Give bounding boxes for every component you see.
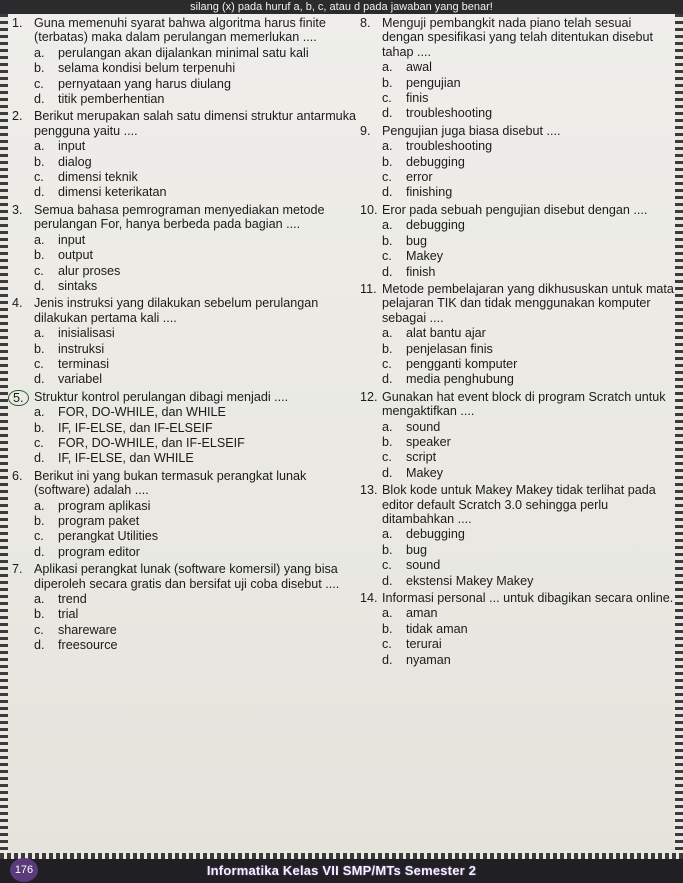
answer-option[interactable] (34, 514, 357, 528)
question-stem: Guna memenuhi syarat bahwa algoritma harus finite (terbatas) maka dalam perulangan memerlukan .... (34, 16, 326, 45)
option-letter: a. (382, 218, 393, 233)
question-item (12, 109, 357, 199)
option-text: alat bantu ajar (406, 326, 486, 341)
question-number: 13. (360, 483, 378, 498)
option-text: perulangan akan dijalankan minimal satu kali (58, 45, 309, 60)
option-text: sintaks (58, 278, 98, 293)
answer-option[interactable] (382, 606, 675, 620)
answer-option[interactable] (34, 607, 357, 621)
answer-option[interactable] (382, 543, 675, 557)
question-number: 9. (360, 123, 371, 138)
question-number: 3. (12, 202, 23, 217)
question-item (12, 562, 357, 652)
option-letter: c. (34, 76, 44, 91)
question-item (12, 16, 357, 106)
option-letter: b. (382, 341, 393, 356)
answer-option[interactable] (34, 592, 357, 606)
question-stem: Pengujian juga biasa disebut .... (382, 123, 561, 138)
left-question-column (12, 16, 357, 656)
answer-option[interactable] (382, 76, 675, 90)
option-letter: c. (382, 558, 392, 573)
question-number: 10. (360, 202, 378, 217)
question-item (12, 390, 357, 466)
question-stem: Informasi personal ... untuk dibagikan secara online. (382, 591, 674, 606)
answer-option[interactable] (382, 265, 675, 279)
answer-option[interactable] (382, 155, 675, 169)
option-text: input (58, 232, 86, 247)
option-letter: b. (382, 542, 393, 557)
left-binding-edge (0, 14, 8, 859)
option-letter: a. (34, 232, 45, 247)
answer-option[interactable] (382, 637, 675, 651)
question-number: 12. (360, 389, 378, 404)
option-text: debugging (406, 154, 465, 169)
option-text: FOR, DO-WHILE, dan WHILE (58, 405, 226, 420)
option-text: instruksi (58, 341, 105, 356)
option-letter: a. (34, 498, 45, 513)
question-stem: Semua bahasa pemrograman menyediakan metode perulangan For, hanya berbeda pada bagian .... (34, 202, 325, 232)
answer-option[interactable] (382, 622, 675, 636)
answer-option[interactable] (382, 326, 675, 340)
question-item (360, 203, 675, 279)
option-letter: c. (34, 263, 44, 278)
option-letter: b. (34, 248, 45, 263)
option-text: program aplikasi (58, 498, 151, 513)
option-text: tidak aman (406, 621, 468, 636)
option-text: titik pemberhentian (58, 92, 165, 107)
option-letter: d. (34, 638, 45, 653)
option-letter: d. (34, 372, 45, 387)
answer-option[interactable] (382, 435, 675, 449)
answer-option[interactable] (34, 623, 357, 637)
option-letter: b. (382, 621, 393, 636)
option-text: sound (406, 419, 441, 434)
option-text: program paket (58, 514, 140, 528)
option-text: IF, IF-ELSE, dan WHILE (58, 451, 194, 466)
question-number: 8. (360, 16, 371, 30)
option-letter: b. (34, 154, 45, 169)
question-stem: Eror pada sebuah pengujian disebut dengan .... (382, 202, 648, 217)
option-letter: b. (382, 75, 393, 90)
answer-option[interactable] (34, 170, 357, 184)
option-text: finishing (406, 185, 453, 200)
option-text: terurai (406, 637, 442, 652)
question-stem: Jenis instruksi yang dilakukan sebelum perulangan dilakukan pertama kali .... (34, 296, 319, 325)
answer-option[interactable] (382, 106, 675, 120)
option-letter: d. (34, 544, 45, 559)
answer-option[interactable] (34, 342, 357, 356)
option-text: media penghubung (406, 372, 514, 387)
question-number: 11. (360, 281, 377, 296)
option-letter: d. (34, 185, 45, 200)
option-text: IF, IF-ELSE, dan IF-ELSEIF (58, 420, 213, 435)
option-letter: c. (34, 529, 44, 544)
answer-option[interactable] (382, 653, 675, 667)
option-text: dimensi keterikatan (58, 185, 167, 200)
question-stem: Menguji pembangkit nada piano telah sesuai dengan spesifikasi yang telah ditentukan disebut tahap .... (382, 16, 653, 59)
option-text: Makey (406, 249, 444, 264)
answer-option[interactable] (34, 46, 357, 60)
option-letter: a. (382, 606, 393, 621)
answer-option[interactable] (34, 185, 357, 199)
option-text: input (58, 139, 86, 154)
option-text: dialog (58, 154, 92, 169)
answer-option[interactable] (34, 436, 357, 450)
answer-option[interactable] (34, 61, 357, 75)
question-item (12, 296, 357, 386)
option-text: selama kondisi belum terpenuhi (58, 61, 236, 76)
question-item (360, 591, 675, 667)
option-text: terminasi (58, 356, 110, 371)
option-text: program editor (58, 544, 140, 559)
answer-option[interactable] (382, 420, 675, 434)
question-stem: Struktur kontrol perulangan dibagi menjadi .... (34, 389, 289, 404)
option-letter: b. (34, 341, 45, 356)
option-letter: d. (382, 652, 393, 667)
book-title: Informatika Kelas VII SMP/MTs Semester 2 (206, 863, 477, 878)
option-letter: b. (34, 61, 45, 76)
question-number: 7. (12, 562, 23, 577)
answer-option[interactable] (382, 139, 675, 153)
question-item (12, 203, 357, 293)
option-letter: d. (382, 264, 393, 279)
option-text: shareware (58, 622, 117, 637)
option-letter: a. (382, 60, 393, 75)
answer-option[interactable] (34, 357, 357, 371)
option-text: finis (406, 91, 429, 106)
option-text: bug (406, 233, 428, 248)
option-letter: c. (382, 637, 392, 652)
option-letter: c. (34, 435, 44, 450)
question-stem: Blok kode untuk Makey Makey tidak terlihat pada editor default Scratch 3.0 sehingga perlu ditambahkan .... (382, 483, 656, 526)
option-letter: a. (382, 527, 393, 542)
question-item (360, 483, 675, 588)
option-letter: b. (34, 420, 45, 435)
option-text: speaker (406, 434, 451, 449)
option-letter: b. (34, 607, 45, 622)
option-letter: a. (382, 139, 393, 154)
option-letter: d. (382, 573, 393, 588)
answer-option[interactable] (382, 91, 675, 105)
option-letter: c. (382, 170, 392, 185)
option-letter: b. (34, 514, 45, 528)
option-letter: b. (382, 154, 393, 169)
answer-option[interactable] (382, 527, 675, 541)
answer-option[interactable] (382, 218, 675, 232)
answer-option[interactable] (382, 60, 675, 74)
option-letter: b. (382, 434, 393, 449)
option-letter: a. (34, 592, 45, 607)
option-text: awal (406, 60, 432, 75)
answer-option[interactable] (34, 638, 357, 652)
answer-option[interactable] (382, 450, 675, 464)
option-text: pengganti komputer (406, 356, 518, 371)
answer-option[interactable] (382, 234, 675, 248)
option-text: trial (58, 607, 79, 622)
question-item (12, 469, 357, 559)
question-stem: Berikut ini yang bukan termasuk perangkat lunak (software) adalah .... (34, 468, 307, 498)
page-number: 176 (10, 858, 38, 882)
option-letter: d. (34, 451, 45, 466)
option-letter: a. (382, 419, 393, 434)
answer-option[interactable] (382, 558, 675, 572)
option-letter: a. (34, 405, 45, 420)
question-number: 2. (12, 109, 23, 124)
answer-option[interactable] (382, 574, 675, 588)
option-text: nyaman (406, 652, 451, 667)
answer-option[interactable] (382, 342, 675, 356)
question-item (360, 390, 675, 480)
question-item (360, 124, 675, 200)
option-text: Makey (406, 465, 444, 480)
option-letter: c. (34, 622, 44, 637)
answer-option[interactable] (382, 185, 675, 199)
answer-option[interactable] (34, 264, 357, 278)
question-number: 6. (12, 468, 23, 483)
option-text: dimensi teknik (58, 170, 138, 185)
answer-option[interactable] (34, 451, 357, 465)
option-letter: c. (382, 249, 392, 264)
option-letter: d. (382, 185, 393, 200)
option-text: debugging (406, 218, 465, 233)
answer-option[interactable] (34, 279, 357, 293)
answer-option[interactable] (382, 249, 675, 263)
option-text: bug (406, 542, 428, 557)
answer-option[interactable] (34, 326, 357, 340)
option-text: finish (406, 264, 436, 279)
option-text: freesource (58, 638, 118, 653)
question-number: 14. (360, 591, 378, 606)
answer-option[interactable] (382, 357, 675, 371)
option-text: ekstensi Makey Makey (406, 573, 534, 588)
answer-option[interactable] (34, 421, 357, 435)
option-letter: a. (34, 45, 45, 60)
option-text: trend (58, 592, 87, 607)
option-letter: a. (382, 326, 393, 341)
answer-option[interactable] (34, 529, 357, 543)
option-text: alur proses (58, 263, 121, 278)
option-text: troubleshooting (406, 106, 493, 121)
option-text: inisialisasi (58, 326, 115, 341)
question-number: 1. (12, 16, 23, 30)
option-letter: c. (34, 170, 44, 185)
option-text: pengujian (406, 75, 461, 90)
option-text: aman (406, 606, 438, 621)
option-text: error (406, 170, 433, 185)
option-letter: c. (34, 356, 44, 371)
option-letter: d. (382, 372, 393, 387)
question-number: 4. (12, 296, 23, 311)
question-stem: Metode pembelajaran yang dikhususkan untuk mata pelajaran TIK dan tidak menggunakan komputer sebagai .... (382, 281, 674, 325)
option-text: output (58, 248, 94, 263)
answer-option[interactable] (382, 466, 675, 480)
option-text: debugging (406, 527, 465, 542)
option-text: perangkat Utilities (58, 529, 159, 544)
option-letter: c. (382, 356, 392, 371)
option-text: variabel (58, 372, 103, 387)
option-letter: d. (34, 92, 45, 107)
option-letter: d. (34, 278, 45, 293)
answer-option[interactable] (34, 155, 357, 169)
question-stem: Gunakan hat event block di program Scratch untuk mengaktifkan .... (382, 389, 666, 419)
option-letter: c. (382, 450, 392, 465)
answer-option[interactable] (34, 139, 357, 153)
answer-option[interactable] (382, 372, 675, 386)
option-text: FOR, DO-WHILE, dan IF-ELSEIF (58, 435, 245, 450)
option-letter: a. (34, 139, 45, 154)
right-question-column (360, 16, 675, 670)
answer-option[interactable] (34, 499, 357, 513)
option-letter: c. (382, 91, 392, 106)
answer-option[interactable] (382, 170, 675, 184)
option-text: penjelasan finis (406, 341, 493, 356)
option-letter: b. (382, 233, 393, 248)
question-number (12, 390, 34, 406)
question-item (360, 282, 675, 387)
answer-option[interactable] (34, 233, 357, 247)
question-item (360, 16, 675, 121)
answer-option[interactable] (34, 405, 357, 419)
option-text: sound (406, 558, 441, 573)
instruction-header: silang (x) pada huruf a, b, c, atau d pada jawaban yang benar! (0, 0, 683, 14)
option-letter: d. (382, 465, 393, 480)
option-letter: a. (34, 326, 45, 341)
option-text: troubleshooting (406, 139, 493, 154)
answer-option[interactable] (34, 77, 357, 91)
page-footer (0, 859, 683, 883)
answer-option[interactable] (34, 372, 357, 386)
option-text: script (406, 450, 437, 465)
answer-option[interactable] (34, 248, 357, 262)
answer-option[interactable] (34, 545, 357, 559)
answer-option[interactable] (34, 92, 357, 106)
option-letter: d. (382, 106, 393, 121)
right-binding-edge (675, 14, 683, 859)
question-stem: Berikut merupakan salah satu dimensi struktur antarmuka pengguna yaitu .... (34, 109, 356, 138)
circled-question-number: 5. (8, 390, 29, 406)
question-stem: Aplikasi perangkat lunak (software komersil) yang bisa diperoleh secara gratis dan bersifat uji coba disebut .... (34, 562, 340, 591)
option-text: pernyataan yang harus diulang (58, 76, 231, 91)
